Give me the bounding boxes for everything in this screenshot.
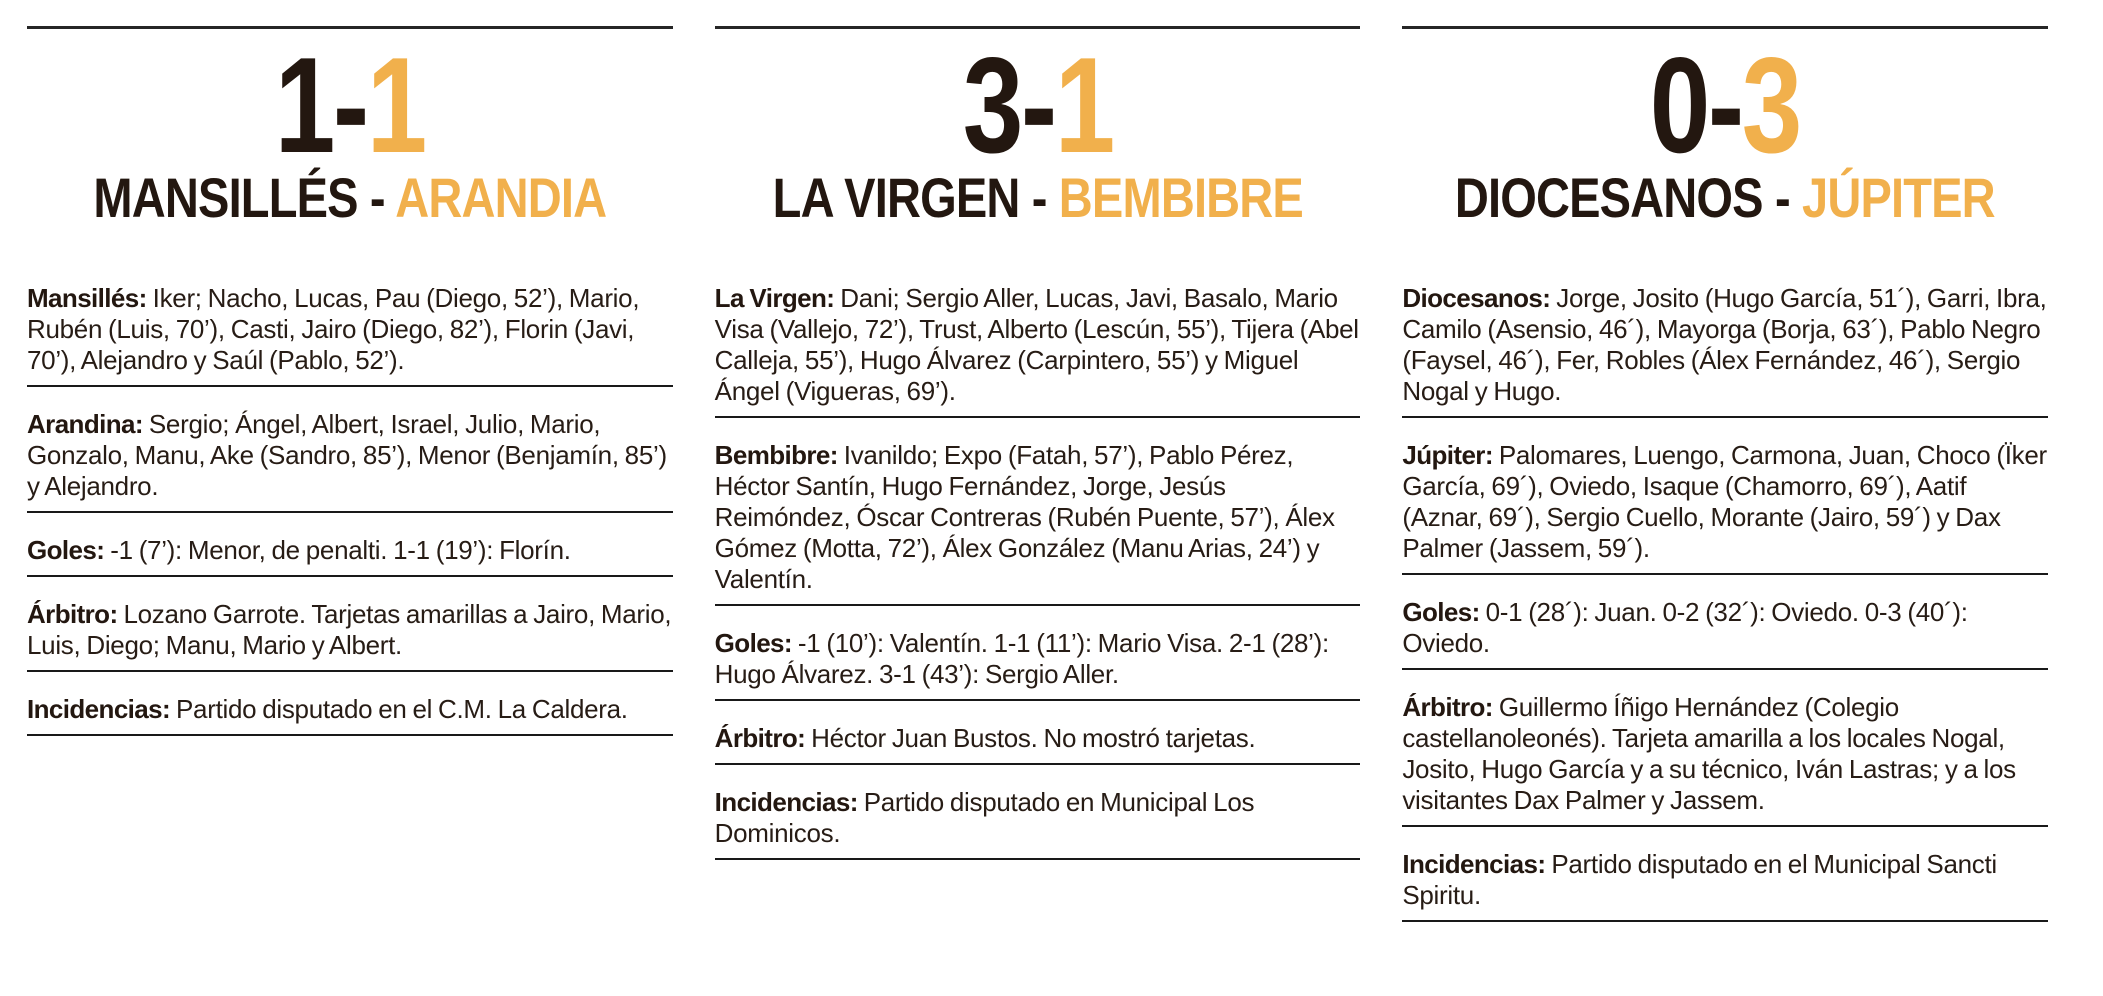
home-score: 0 bbox=[1650, 29, 1709, 181]
home-lineup bbox=[715, 283, 1361, 418]
section-text: Guillermo Íñigo Hernández (Colegio castellanoleonés). Tarjeta amarilla a los locales Nogal, Josito, Hugo García y a su técnico, Iván Lastras; y a los visitantes Dax Palmer y Jassem. bbox=[1402, 692, 2016, 815]
section-label: Diocesanos: bbox=[1402, 283, 1551, 313]
section-label: Arandina: bbox=[27, 409, 143, 439]
section-label: Incidencias: bbox=[714, 787, 858, 817]
match-teams bbox=[79, 166, 621, 229]
match-details bbox=[27, 283, 673, 736]
goals-section bbox=[715, 628, 1361, 701]
away-team-name: BEMBIBRE bbox=[1058, 166, 1303, 229]
teams-separator: - bbox=[369, 166, 385, 229]
section-label: Júpiter: bbox=[1402, 440, 1493, 470]
score-dash: - bbox=[332, 29, 367, 181]
match-teams bbox=[766, 166, 1308, 229]
home-team-name: MANSILLÉS bbox=[93, 166, 358, 229]
match-score bbox=[92, 29, 609, 181]
section-label: Bembibre: bbox=[714, 440, 838, 470]
match-score bbox=[1467, 29, 1984, 181]
section-label: Incidencias: bbox=[1402, 849, 1546, 879]
away-score: 1 bbox=[1054, 29, 1113, 181]
referee-section bbox=[715, 723, 1361, 765]
section-label: Incidencias: bbox=[27, 694, 171, 724]
referee-section bbox=[1402, 692, 2048, 827]
section-label: Goles: bbox=[714, 628, 792, 658]
home-team-name: DIOCESANOS bbox=[1455, 166, 1764, 229]
away-team-name: JÚPITER bbox=[1802, 166, 1996, 229]
incidents-section bbox=[27, 694, 673, 736]
section-text: -1 (7’): Menor, de penalti. 1-1 (19’): Florín. bbox=[110, 535, 571, 565]
section-label: Mansillés: bbox=[27, 283, 147, 313]
section-text: Lozano Garrote. Tarjetas amarillas a Jairo, Mario, Luis, Diego; Manu, Mario y Albert. bbox=[27, 599, 672, 660]
section-text: Dani; Sergio Aller, Lucas, Javi, Basalo, Mario Visa (Vallejo, 72’), Trust, Alberto (Lescún, 55’), Tijera (Abel Calleja, 55’), Hugo Álvarez (Carpintero, 55’) y Miguel Ángel (Vigueras, 69’). bbox=[714, 283, 1359, 406]
match-card bbox=[1402, 26, 2048, 944]
section-text: -1 (10’): Valentín. 1-1 (11’): Mario Visa. 2-1 (28’): Hugo Álvarez. 3-1 (43’): Sergio Aller. bbox=[714, 628, 1329, 689]
home-team-name: LA VIRGEN bbox=[772, 166, 1020, 229]
goals-section bbox=[27, 535, 673, 577]
teams-separator: - bbox=[1775, 166, 1791, 229]
section-text: Palomares, Luengo, Carmona, Juan, Choco (Ïker García, 69´), Oviedo, Isaque (Chamorro, 69´), Aatif (Aznar, 69´), Sergio Cuello, Morante (Jairo, 59´) y Dax Palmer (Jassem, 59´). bbox=[1402, 440, 2047, 563]
away-team-name: ARANDIA bbox=[395, 166, 607, 229]
section-label: Goles: bbox=[1402, 597, 1480, 627]
referee-section bbox=[27, 599, 673, 672]
incidents-section bbox=[1402, 849, 2048, 922]
away-lineup bbox=[1402, 440, 2048, 575]
match-score bbox=[779, 29, 1296, 181]
home-lineup bbox=[1402, 283, 2048, 418]
section-text: Partido disputado en Municipal Los Dominicos. bbox=[714, 787, 1255, 848]
match-teams bbox=[1454, 166, 1996, 229]
incidents-section bbox=[715, 787, 1361, 860]
section-text: Jorge, Josito (Hugo García, 51´), Garri, Ibra, Camilo (Asensio, 46´), Mayorga (Borja, 63´), Pablo Negro (Faysel, 46´), Fer, Robles (Álex Fernández, 46´), Sergio Nogal y Hugo. bbox=[1402, 283, 2047, 406]
match-details bbox=[715, 283, 1361, 860]
section-label: Árbitro: bbox=[1402, 692, 1493, 722]
section-label: Árbitro: bbox=[714, 723, 806, 753]
home-score: 3 bbox=[962, 29, 1021, 181]
match-details bbox=[1402, 283, 2048, 922]
section-text: 0-1 (28´): Juan. 0-2 (32´): Oviedo. 0-3 (40´): Oviedo. bbox=[1402, 597, 1968, 658]
section-text: Sergio; Ángel, Albert, Israel, Julio, Mario, Gonzalo, Manu, Ake (Sandro, 85’), Menor (Benjamín, 85’) y Alejandro. bbox=[27, 409, 667, 501]
home-score: 1 bbox=[274, 29, 333, 181]
home-lineup bbox=[27, 283, 673, 387]
section-text: Ivanildo; Expo (Fatah, 57’), Pablo Pérez, Héctor Santín, Hugo Fernández, Jorge, Jesús Reimóndez, Óscar Contreras (Rubén Puente, 57’), Álex Gómez (Motta, 72’), Álex González (Manu Arias, 24’) y Valentín. bbox=[714, 440, 1335, 594]
section-text: Héctor Juan Bustos. No mostró tarjetas. bbox=[811, 723, 1256, 753]
goals-section bbox=[1402, 597, 2048, 670]
section-label: La Virgen: bbox=[714, 283, 835, 313]
section-label: Árbitro: bbox=[27, 599, 118, 629]
teams-separator: - bbox=[1031, 166, 1047, 229]
match-card bbox=[27, 26, 673, 944]
away-score: 1 bbox=[366, 29, 425, 181]
away-score: 3 bbox=[1742, 29, 1801, 181]
score-dash: - bbox=[1020, 29, 1055, 181]
section-text: Partido disputado en el C.M. La Caldera. bbox=[176, 694, 628, 724]
match-card bbox=[715, 26, 1361, 944]
section-text: Iker; Nacho, Lucas, Pau (Diego, 52’), Mario, Rubén (Luis, 70’), Casti, Jairo (Diego, 82’), Florin (Javi, 70’), Alejandro y Saúl (Pablo, 52’). bbox=[27, 283, 640, 375]
away-lineup bbox=[715, 440, 1361, 606]
score-dash: - bbox=[1708, 29, 1743, 181]
section-label: Goles: bbox=[27, 535, 105, 565]
away-lineup bbox=[27, 409, 673, 513]
section-text: Partido disputado en el Municipal Sancti Spiritu. bbox=[1402, 849, 1997, 910]
